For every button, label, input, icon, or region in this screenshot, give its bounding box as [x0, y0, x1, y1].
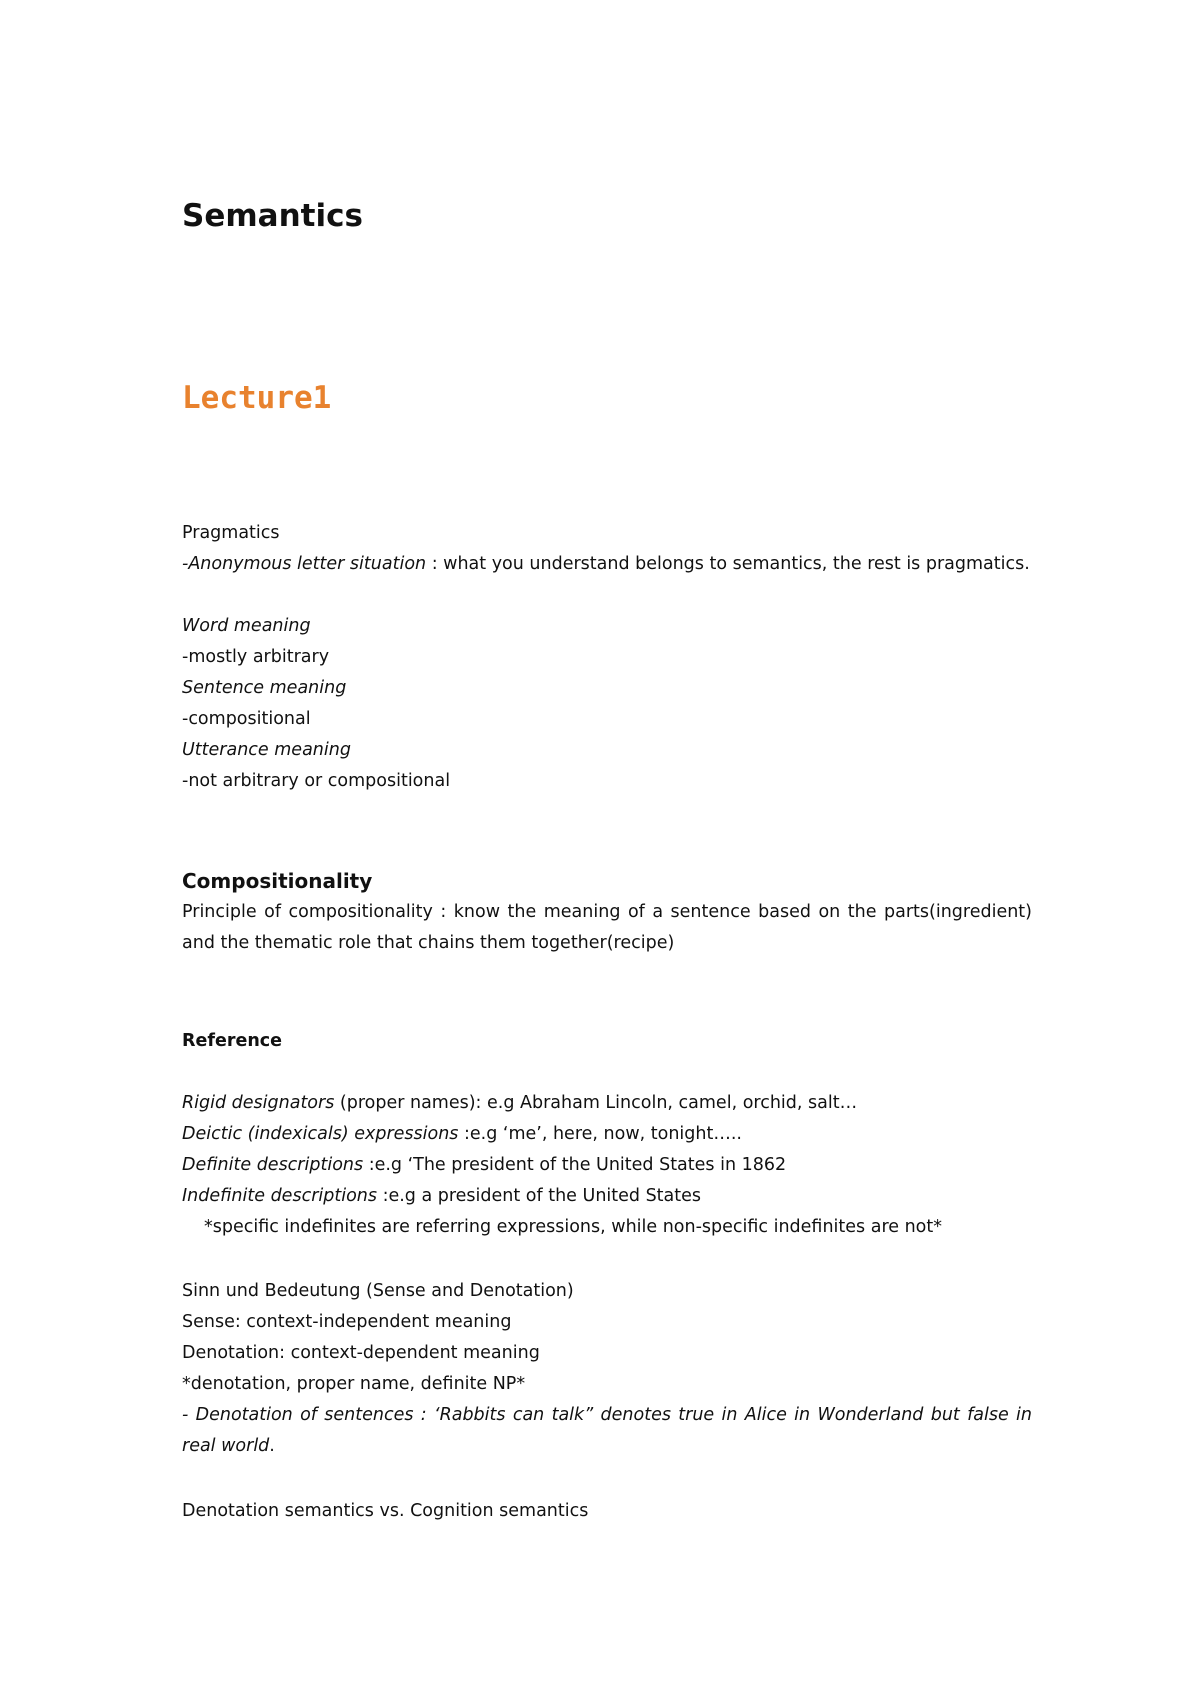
denotation-line: Denotation: context-dependent meaning [182, 1343, 540, 1363]
closing-line: Denotation semantics vs. Cognition semantics [182, 1501, 589, 1521]
utterance-meaning-desc: -not arbitrary or compositional [182, 771, 451, 791]
pragmatics-rest: : what you understand belongs to semantics, the rest is pragmatics. [426, 554, 1030, 574]
denotation-sentences-text: - Denotation of sentences : ‘Rabbits can talk” denotes true in Alice in Wonderland but false in real world [182, 1405, 1032, 1456]
indefinite-text: :e.g a president of the United States [377, 1186, 702, 1206]
pragmatics-heading: Pragmatics [182, 523, 280, 543]
compositionality-heading: Compositionality [182, 869, 373, 893]
denotation-sentences [182, 1400, 1032, 1462]
rigid-designators-text: (proper names): e.g Abraham Lincoln, camel, orchid, salt… [334, 1093, 858, 1113]
sinn-heading: Sinn und Bedeutung (Sense and Denotation) [182, 1281, 574, 1301]
definite-line [182, 1150, 1032, 1181]
compositionality-section [182, 866, 1032, 959]
pragmatics-italic: -Anonymous letter situation [182, 554, 427, 574]
meanings-section [182, 611, 1032, 797]
indefinite-line [182, 1181, 1032, 1212]
rigid-designators-label: Rigid designators [182, 1093, 335, 1113]
rigid-designators-line [182, 1088, 1032, 1119]
utterance-meaning-label: Utterance meaning [182, 740, 351, 760]
word-meaning-desc: -mostly arbitrary [182, 647, 330, 667]
word-meaning-label: Word meaning [182, 616, 311, 636]
denotation-note: *denotation, proper name, definite NP* [182, 1374, 526, 1394]
sinn-section [182, 1276, 1032, 1462]
document-title: Semantics [182, 198, 363, 234]
pragmatics-section [182, 518, 1032, 580]
lecture-heading: Lecture1 [182, 380, 332, 416]
sentence-meaning-label: Sentence meaning [182, 678, 347, 698]
specific-indefinites-note: *specific indefinites are referring expressions, while non-specific indefinites are not* [204, 1217, 942, 1237]
sense-line: Sense: context-independent meaning [182, 1312, 512, 1332]
reference-section [182, 1026, 1032, 1243]
deictic-text: :e.g ‘me’, here, now, tonight….. [458, 1124, 742, 1144]
compositionality-text: Principle of compositionality : know the meaning of a sentence based on the parts(ingredient) and the thematic role that chains them together(recipe) [182, 902, 1032, 953]
definite-text: :e.g ‘The president of the United States in 1862 [363, 1155, 787, 1175]
definite-label: Definite descriptions [182, 1155, 364, 1175]
indefinite-label: Indefinite descriptions [182, 1186, 377, 1206]
deictic-line [182, 1119, 1032, 1150]
deictic-label: Deictic (indexicals) expressions [182, 1124, 459, 1144]
sentence-meaning-desc: -compositional [182, 709, 311, 729]
denotation-sentences-end: . [269, 1436, 275, 1456]
pragmatics-line [182, 549, 1032, 580]
reference-heading: Reference [182, 1031, 283, 1051]
